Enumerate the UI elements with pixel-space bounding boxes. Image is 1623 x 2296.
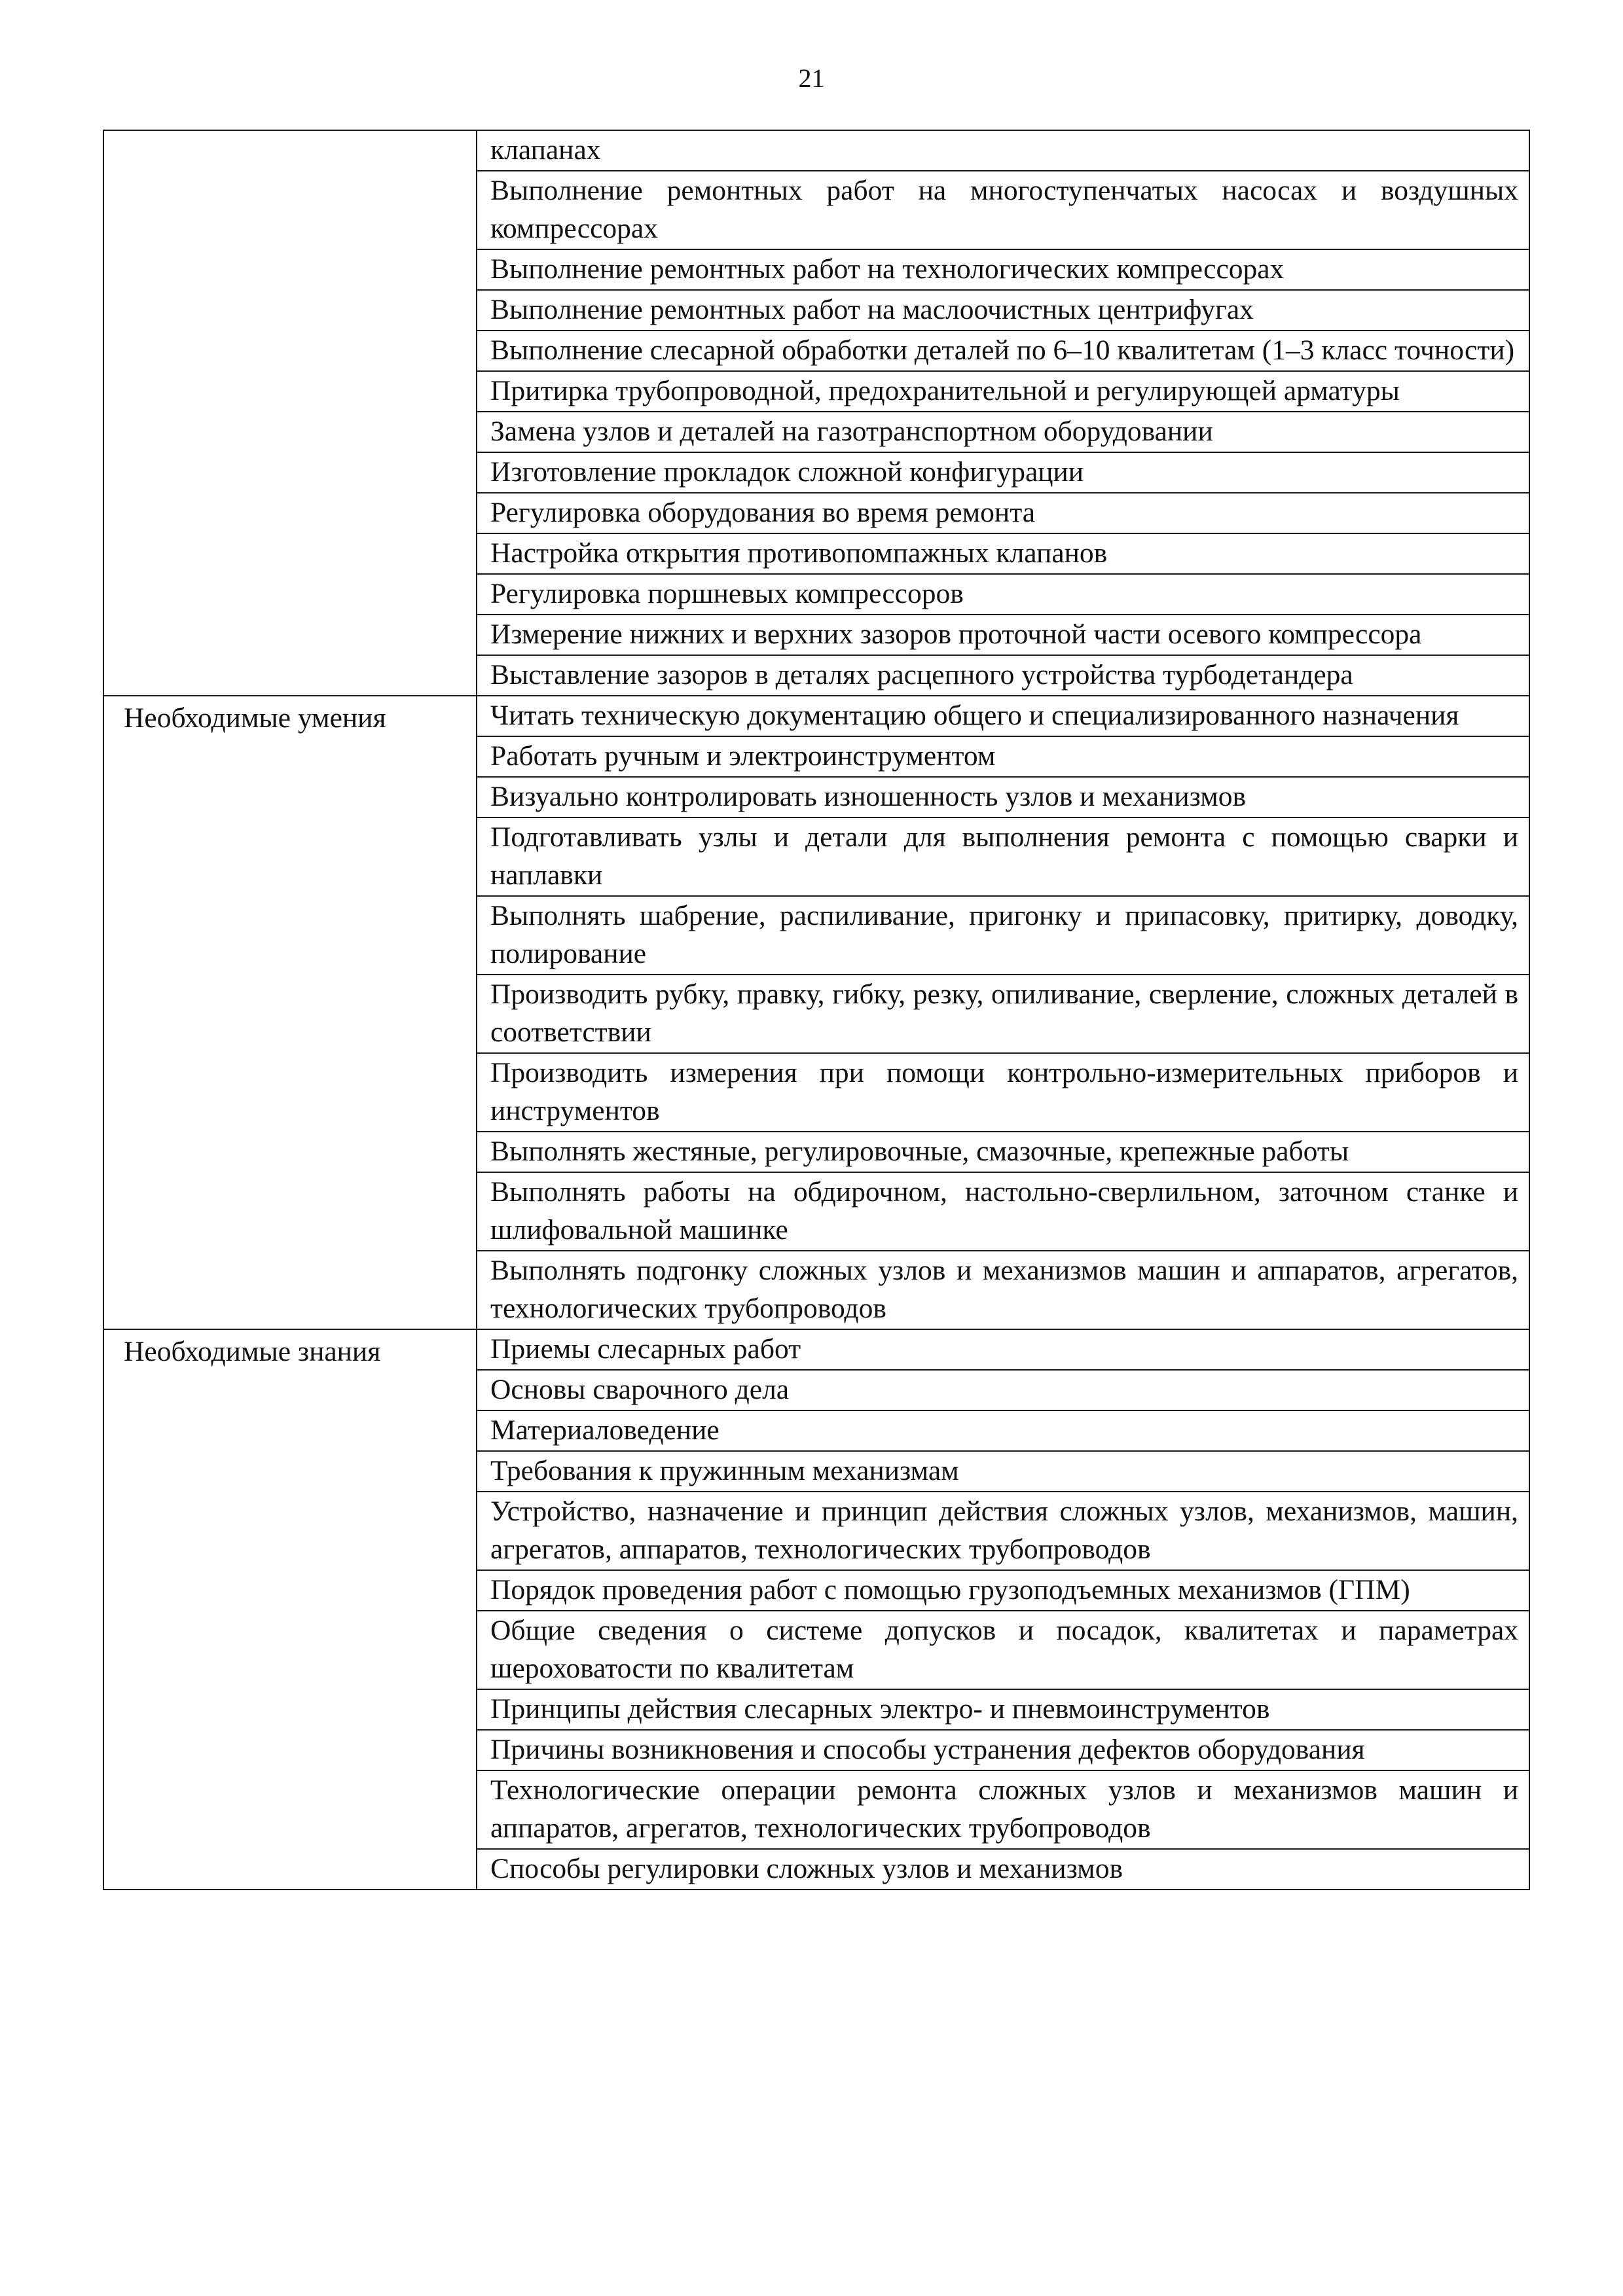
table-cell-item: Приемы слесарных работ xyxy=(477,1329,1529,1370)
section-label: Необходимые умения xyxy=(103,696,477,1329)
table-cell-item: Производить измерения при помощи контрольно-измерительных приборов и инструментов xyxy=(477,1053,1529,1132)
table-cell-item: Выполнять шабрение, распиливание, пригонку и припасовку, притирку, доводку, полирование xyxy=(477,896,1529,975)
competency-table xyxy=(103,130,1530,1890)
table-cell-item: Способы регулировки сложных узлов и механизмов xyxy=(477,1849,1529,1890)
table-cell-item: Принципы действия слесарных электро- и пневмоинструментов xyxy=(477,1689,1529,1730)
table-cell-item: Подготавливать узлы и детали для выполнения ремонта с помощью сварки и наплавки xyxy=(477,817,1529,896)
table-cell-item: Визуально контролировать изношенность узлов и механизмов xyxy=(477,777,1529,817)
table-cell-item: Работать ручным и электроинструментом xyxy=(477,736,1529,777)
table-cell-item: Выполнять работы на обдирочном, настольно-сверлильном, заточном станке и шлифовальной машинке xyxy=(477,1172,1529,1251)
table-cell-item: Порядок проведения работ с помощью грузоподъемных механизмов (ГПМ) xyxy=(477,1570,1529,1611)
table-cell-item: Выполнение ремонтных работ на технологических компрессорах xyxy=(477,249,1529,290)
table-row xyxy=(103,1329,1529,1370)
table-cell-item: Настройка открытия противопомпажных клапанов xyxy=(477,533,1529,574)
table-cell-item: клапанах xyxy=(477,130,1529,171)
table-cell-item: Выполнять подгонку сложных узлов и механизмов машин и аппаратов, агрегатов, технологических трубопроводов xyxy=(477,1251,1529,1329)
table-cell-item: Выполнять жестяные, регулировочные, смазочные, крепежные работы xyxy=(477,1132,1529,1172)
table-cell-item: Выполнение ремонтных работ на многоступенчатых насосах и воздушных компрессорах xyxy=(477,171,1529,249)
table-cell-item: Выполнение ремонтных работ на маслоочистных центрифугах xyxy=(477,290,1529,331)
table-cell-item: Производить рубку, правку, гибку, резку, опиливание, сверление, сложных деталей в соответствии xyxy=(477,975,1529,1053)
section-label: Необходимые знания xyxy=(103,1329,477,1890)
table-cell-item: Причины возникновения и способы устранения дефектов оборудования xyxy=(477,1730,1529,1770)
table-cell-item: Выставление зазоров в деталях расцепного устройства турбодетандера xyxy=(477,655,1529,696)
table-cell-item: Технологические операции ремонта сложных узлов и механизмов машин и аппаратов, агрегатов, технологических трубопроводов xyxy=(477,1770,1529,1849)
table-cell-item: Регулировка оборудования во время ремонта xyxy=(477,493,1529,533)
table-cell-item: Общие сведения о системе допусков и посадок, квалитетах и параметрах шероховатости по квалитетам xyxy=(477,1611,1529,1689)
table-cell-item: Изготовление прокладок сложной конфигурации xyxy=(477,452,1529,493)
table-row xyxy=(103,130,1529,171)
section-label xyxy=(103,130,477,696)
table-body xyxy=(103,130,1529,1890)
table-row xyxy=(103,696,1529,736)
table-cell-item: Притирка трубопроводной, предохранительной и регулирующей арматуры xyxy=(477,371,1529,412)
table-cell-item: Читать техническую документацию общего и специализированного назначения xyxy=(477,696,1529,736)
table-cell-item: Требования к пружинным механизмам xyxy=(477,1451,1529,1492)
table-cell-item: Основы сварочного дела xyxy=(477,1370,1529,1410)
table-cell-item: Регулировка поршневых компрессоров xyxy=(477,574,1529,615)
table-cell-item: Замена узлов и деталей на газотранспортном оборудовании xyxy=(477,412,1529,452)
table-cell-item: Устройство, назначение и принцип действия сложных узлов, механизмов, машин, агрегатов, аппаратов, технологических трубопроводов xyxy=(477,1492,1529,1570)
table-cell-item: Выполнение слесарной обработки деталей по 6–10 квалитетам (1–3 класс точности) xyxy=(477,331,1529,371)
page-number: 21 xyxy=(798,63,825,93)
table-cell-item: Измерение нижних и верхних зазоров проточной части осевого компрессора xyxy=(477,615,1529,655)
table-cell-item: Материаловедение xyxy=(477,1410,1529,1451)
